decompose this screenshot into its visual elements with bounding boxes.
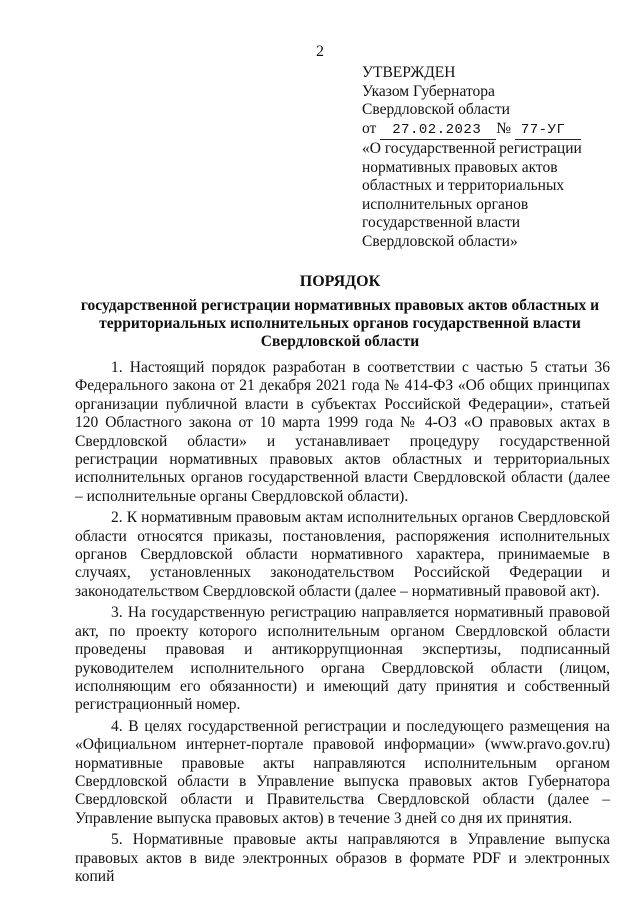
document-title: ПОРЯДОК [299, 273, 381, 290]
date-prefix: от [362, 119, 377, 137]
approval-title-line: областных и территориальных [362, 177, 565, 194]
document-heading [60, 272, 620, 351]
paragraph-2: 2. К нормативным правовым актам исполнительных органов Свердловской области относятся приказы, постановления, распоряжения исполнительных органов Свердловской области нормативного характера, принимаемые в случаях, установленных законодательством Российской Федерации и законодательством Свердловской области (далее – нормативный правовой акт). [75, 509, 610, 600]
paragraph-4: 4. В целях государственной регистрации и последующего размещения на «Официальном интернет-портале правовой информации» (www.pravo.gov.ru) нормативные правовые акты направляются исполнительным органом Свердловской области в Управление выпуска правовых актов Губернатора Свердловской области и Правительства Свердловской области (далее – Управление выпуска правовых актов) в течение 3 дней со дня их принятия. [75, 717, 610, 827]
approval-title-line: «О государственной регистрации [362, 140, 582, 157]
document-subtitle: государственной регистрации нормативных правовых актов областных и территориальных исполнительных органов государственной власти Свердловской области [80, 297, 600, 350]
paragraph-1: 1. Настоящий порядок разработан в соответствии с частью 5 статьи 36 Федерального закона от 21 декабря 2021 года № 414-ФЗ «Об общих принципах организации публичной власти в субъектах Российской Федерации», статьей 120 Областного закона от 10 марта 1999 года № 4-ОЗ «О правовых актах в Свердловской области» и устанавливает процедуру государственной регистрации нормативных правовых актов областных и территориальных исполнительных органов государственной власти Свердловской области (далее – исполнительные органы Свердловской области). [75, 359, 610, 505]
paragraph-3: 3. На государственную регистрацию направляется нормативный правовой акт, по проекту которого исполнительным органом Свердловской области проведены правовая и антикоррупционная экспертизы, подписанный руководителем исполнительного органа Свердловской области (лицом, исполняющим его обязанности) и имеющий дату принятия и собственный регистрационный номер. [75, 604, 610, 714]
approval-title-line: государственной власти [362, 214, 521, 231]
approval-title-line: исполнительных органов [362, 195, 529, 213]
approval-region: Свердловской области [362, 101, 510, 118]
approval-date-line [362, 120, 622, 141]
approval-by: Указом Губернатора [362, 82, 495, 100]
page-number: 2 [316, 43, 324, 60]
approval-date: 27.02.2023 [380, 121, 496, 141]
approval-title-line: нормативных правовых актов [362, 158, 558, 176]
approval-status: УТВЕРЖДЕН [362, 64, 456, 81]
approval-block [362, 64, 622, 251]
approval-title-line: Свердловской области» [362, 232, 518, 250]
number-prefix: № [496, 119, 511, 137]
paragraph-5: 5. Нормативные правовые акты направляются в Управление выпуска правовых актов в виде электронных образов в формате PDF и электронных копий [75, 831, 610, 885]
approval-number: 77-УГ [515, 121, 581, 141]
document-body [75, 359, 610, 889]
